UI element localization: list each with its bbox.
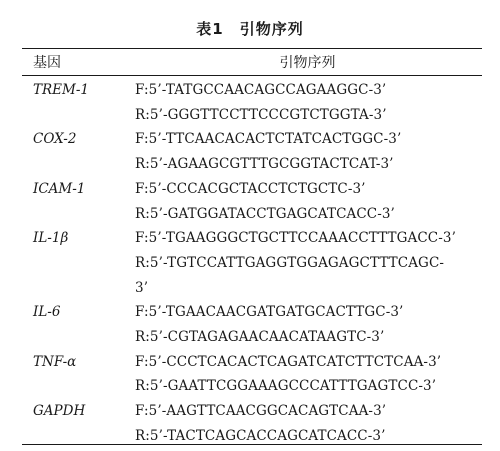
primer-sequence: F:5’-CCCACGCTACCTCTGCTC-3’ [135, 180, 366, 197]
gene-name: IL-6 [33, 304, 61, 321]
primer-sequence: R:5’-GATGGATACCTGAGCATCACC-3’ [135, 205, 395, 222]
gene-name: TNF-α [33, 353, 77, 370]
primer-sequence: F:5’-TATGCCAACAGCCAGAAGGC-3’ [135, 82, 387, 98]
gene-name: ICAM-1 [33, 180, 86, 197]
table-header-rule [22, 75, 482, 76]
primer-sequence: F:5’-TGAACAACGATGATGCACTTGC-3’ [135, 304, 404, 321]
table-top-rule [22, 48, 482, 49]
primer-sequence: R:5’-GGGTTCCTTCCCGTCTGGTA-3’ [135, 106, 387, 123]
primer-sequence: R:5’-GAATTCGGAAAGCCCATTTGAGTCC-3’ [135, 378, 437, 395]
primer-sequence: R:5’-CGTAGAGAACAACATAAGTC-3’ [135, 329, 385, 345]
primer-sequence: F:5’-CCCTCACACTCAGATCATCTTCTCAA-3’ [135, 353, 442, 370]
gene-name: COX-2 [33, 131, 77, 148]
gene-name: GAPDH [33, 403, 86, 420]
primer-sequence: F:5’-TGAAGGGCTGCTTCCAAACCTTTGACC-3’ [135, 230, 456, 247]
primer-sequence: F:5’-TTCAACACACTCTATCACTGGC-3’ [135, 131, 402, 148]
table-bottom-rule [22, 444, 482, 445]
primer-sequence: R:5’-AGAAGCGTTTGCGGTACTCAT-3’ [135, 156, 394, 173]
primer-sequence: R:5’-TGTCCATTGAGGTGGAGAGCTTTCAGC- [135, 254, 445, 271]
gene-name: TREM-1 [33, 82, 89, 98]
primer-sequence: F:5’-AAGTTCAACGGCACAGTCAA-3’ [135, 403, 387, 420]
primer-sequence: 3’ [135, 279, 149, 296]
primer-column-header: 引物序列 [279, 55, 336, 71]
gene-column-header: 基因 [33, 55, 61, 71]
gene-name: IL-1β [33, 230, 69, 247]
table-title: 表1 引物序列 [196, 20, 304, 38]
primer-sequence: R:5’-TACTCAGCACCAGCATCACC-3’ [135, 427, 386, 444]
